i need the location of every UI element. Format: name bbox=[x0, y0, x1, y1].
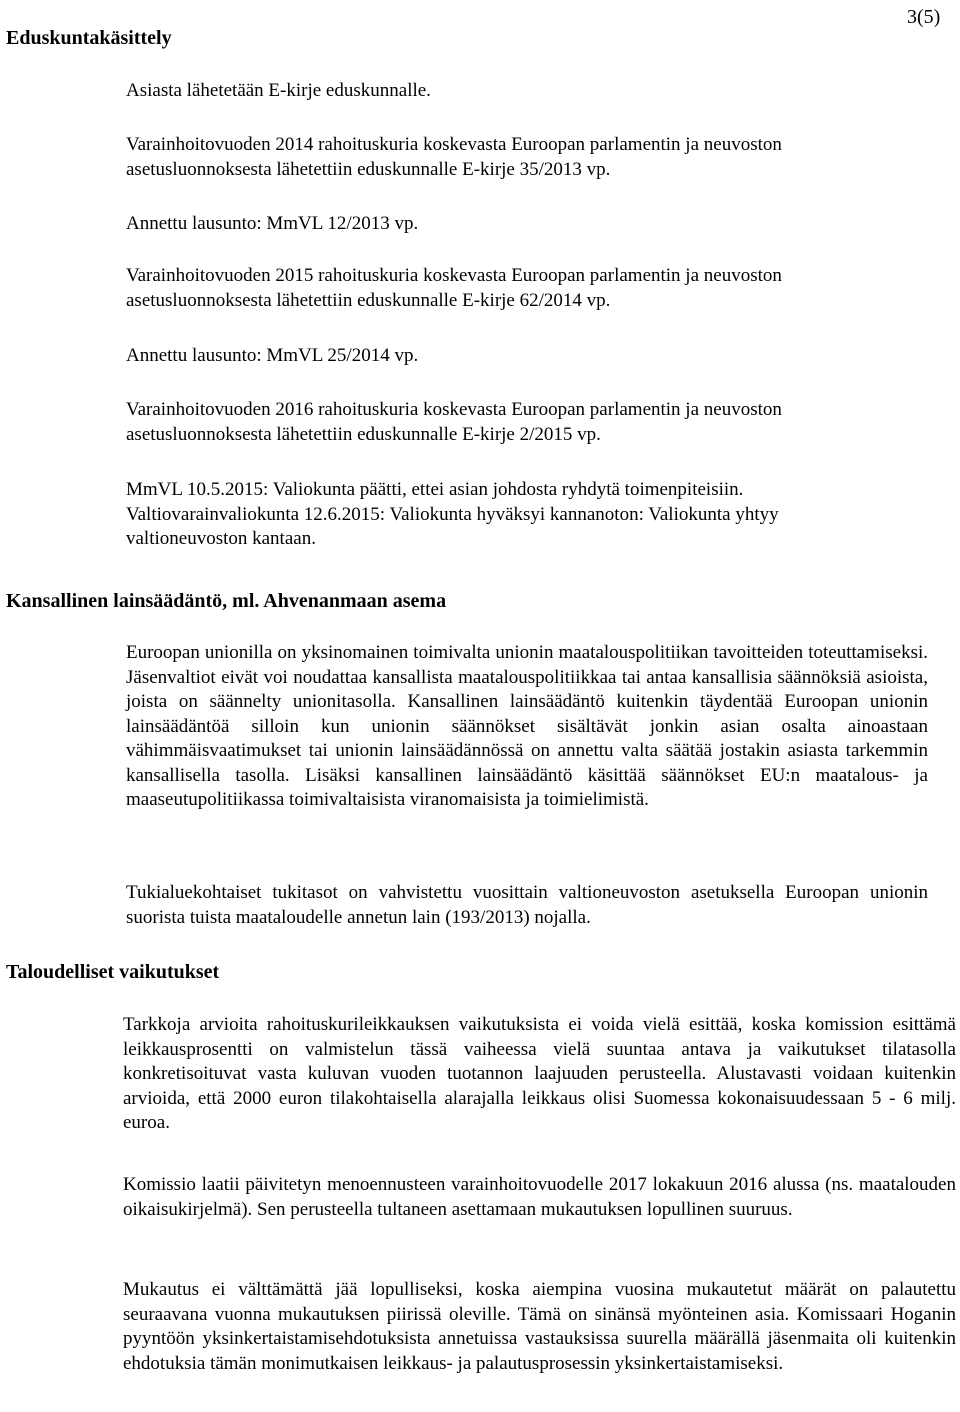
paragraph-kansallinen-2: Tukialuekohtaiset tukitasot on vahvistettu vuosittain valtioneuvoston asetuksella Euroopan unionin suorista tuista maataloudelle annetun lain (193/2013) nojalla. bbox=[126, 882, 928, 928]
text-line: valtioneuvoston kantaan. bbox=[126, 528, 316, 549]
page-number: 3(5) bbox=[907, 6, 941, 28]
text-line: Varainhoitovuoden 2014 rahoituskuria koskevasta Euroopan parlamentin ja neuvoston bbox=[126, 134, 782, 155]
text-line: Varainhoitovuoden 2015 rahoituskuria koskevasta Euroopan parlamentin ja neuvoston bbox=[126, 265, 782, 286]
text-line: asetusluonnoksesta lähetettiin eduskunnalle E-kirje 62/2014 vp. bbox=[126, 289, 611, 311]
paragraph-taloudelliset-2: Komissio laatii päivitetyn menoennusteen varainhoitovuodelle 2017 lokakuun 2016 alussa (ns. maatalouden oikaisukirjelmä). Sen perusteella tultaneen asettamaan mukautuksen lopullinen suuruus. bbox=[123, 1174, 956, 1220]
text-line: Annettu lausunto: MmVL 12/2013 vp. bbox=[126, 213, 419, 234]
paragraph-mmvl-2015 bbox=[126, 478, 928, 552]
paragraph-taloudelliset-1: Tarkkoja arvioita rahoituskurileikkauksen vaikutuksista ei voida vielä esittää, koska komission esittämä leikkausprosentti on valmistelun tässä vaiheessa vielä suuntaa antava ja vaikutukset tilatasolla konkretisoituvat vasta kuluvan vuoden tuotannon laajuuden perusteella. Alustavasti voidaan kuitenkin arvioida, että 2000 euron tilakohtaisella alarajalla leikkaus olisi Suomessa kokonaisuudessaan 5 - 6 milj. euroa. bbox=[123, 1014, 956, 1133]
paragraph-e-kirje bbox=[126, 79, 928, 104]
paragraph-2014 bbox=[126, 133, 928, 182]
text-line: Valtiovarainvaliokunta 12.6.2015: Valiokunta hyväksyi kannanoton: Valiokunta yhtyy bbox=[126, 503, 779, 525]
paragraph-taloudelliset-3: Mukautus ei välttämättä jää lopulliseksi, koska aiempina vuosina mukautetut määrät on palautettu seuraavana vuonna mukautuksen piirissä oleville. Tämä on sinänsä myönteinen asia. Komissaari Hoganin pyyntöön yksinkertaistamisehdotuksista annetuissa vastauksissa suurella määrällä jäsenmaita oli kuitenkin ehdotuksia tämän monimutkaisen leikkaus- ja palautusprosessin yksinkertaistamiseksi. bbox=[123, 1279, 956, 1374]
section-heading-kansallinen: Kansallinen lainsäädäntö, ml. Ahvenanmaan asema bbox=[6, 590, 447, 612]
paragraph-kansallinen-1: Euroopan unionilla on yksinomainen toimivalta unionin maatalouspolitiikan tavoitteiden toteuttamiseksi. Jäsenvaltiot eivät voi noudattaa kansallista maatalouspolitiikkaa tai antaa kansallisia säännöksiä asioista, joista on säännelty unionitasolla. Kansallinen lainsäädäntö kuitenkin täydentää Euroopan unionin lainsäädäntöä silloin kun unionin säännökset sisältävät jonkin asian osalta ainoastaan vähimmäisvaatimukset tai unionin lainsäädännössä on annettu valta säätää jostakin asiasta tarkemmin kansallisella tasolla. Lisäksi kansallinen lainsäädäntö käsittää säännökset EU:n maatalous- ja maaseutupolitiikassa toimivaltaisista viranomaisista ja toimielimistä. bbox=[126, 642, 928, 810]
text-line: Varainhoitovuoden 2016 rahoituskuria koskevasta Euroopan parlamentin ja neuvoston bbox=[126, 399, 782, 420]
text-line: Annettu lausunto: MmVL 25/2014 vp. bbox=[126, 345, 419, 366]
paragraph-2016 bbox=[126, 398, 928, 447]
paragraph-lausunto-2014 bbox=[126, 344, 928, 369]
section-heading-taloudelliset: Taloudelliset vaikutukset bbox=[6, 961, 220, 983]
text-line: asetusluonnoksesta lähetettiin eduskunnalle E-kirje 2/2015 vp. bbox=[126, 423, 601, 445]
text-line: Asiasta lähetetään E-kirje eduskunnalle. bbox=[126, 80, 431, 101]
paragraph-lausunto-2013 bbox=[126, 212, 928, 237]
paragraph-2015 bbox=[126, 264, 928, 313]
section-heading-eduskuntakasittely: Eduskuntakäsittely bbox=[6, 27, 172, 49]
text-line: MmVL 10.5.2015: Valiokunta päätti, ettei asian johdosta ryhdytä toimenpiteisiin. bbox=[126, 479, 744, 500]
text-line: asetusluonnoksesta lähetettiin eduskunnalle E-kirje 35/2013 vp. bbox=[126, 158, 611, 180]
